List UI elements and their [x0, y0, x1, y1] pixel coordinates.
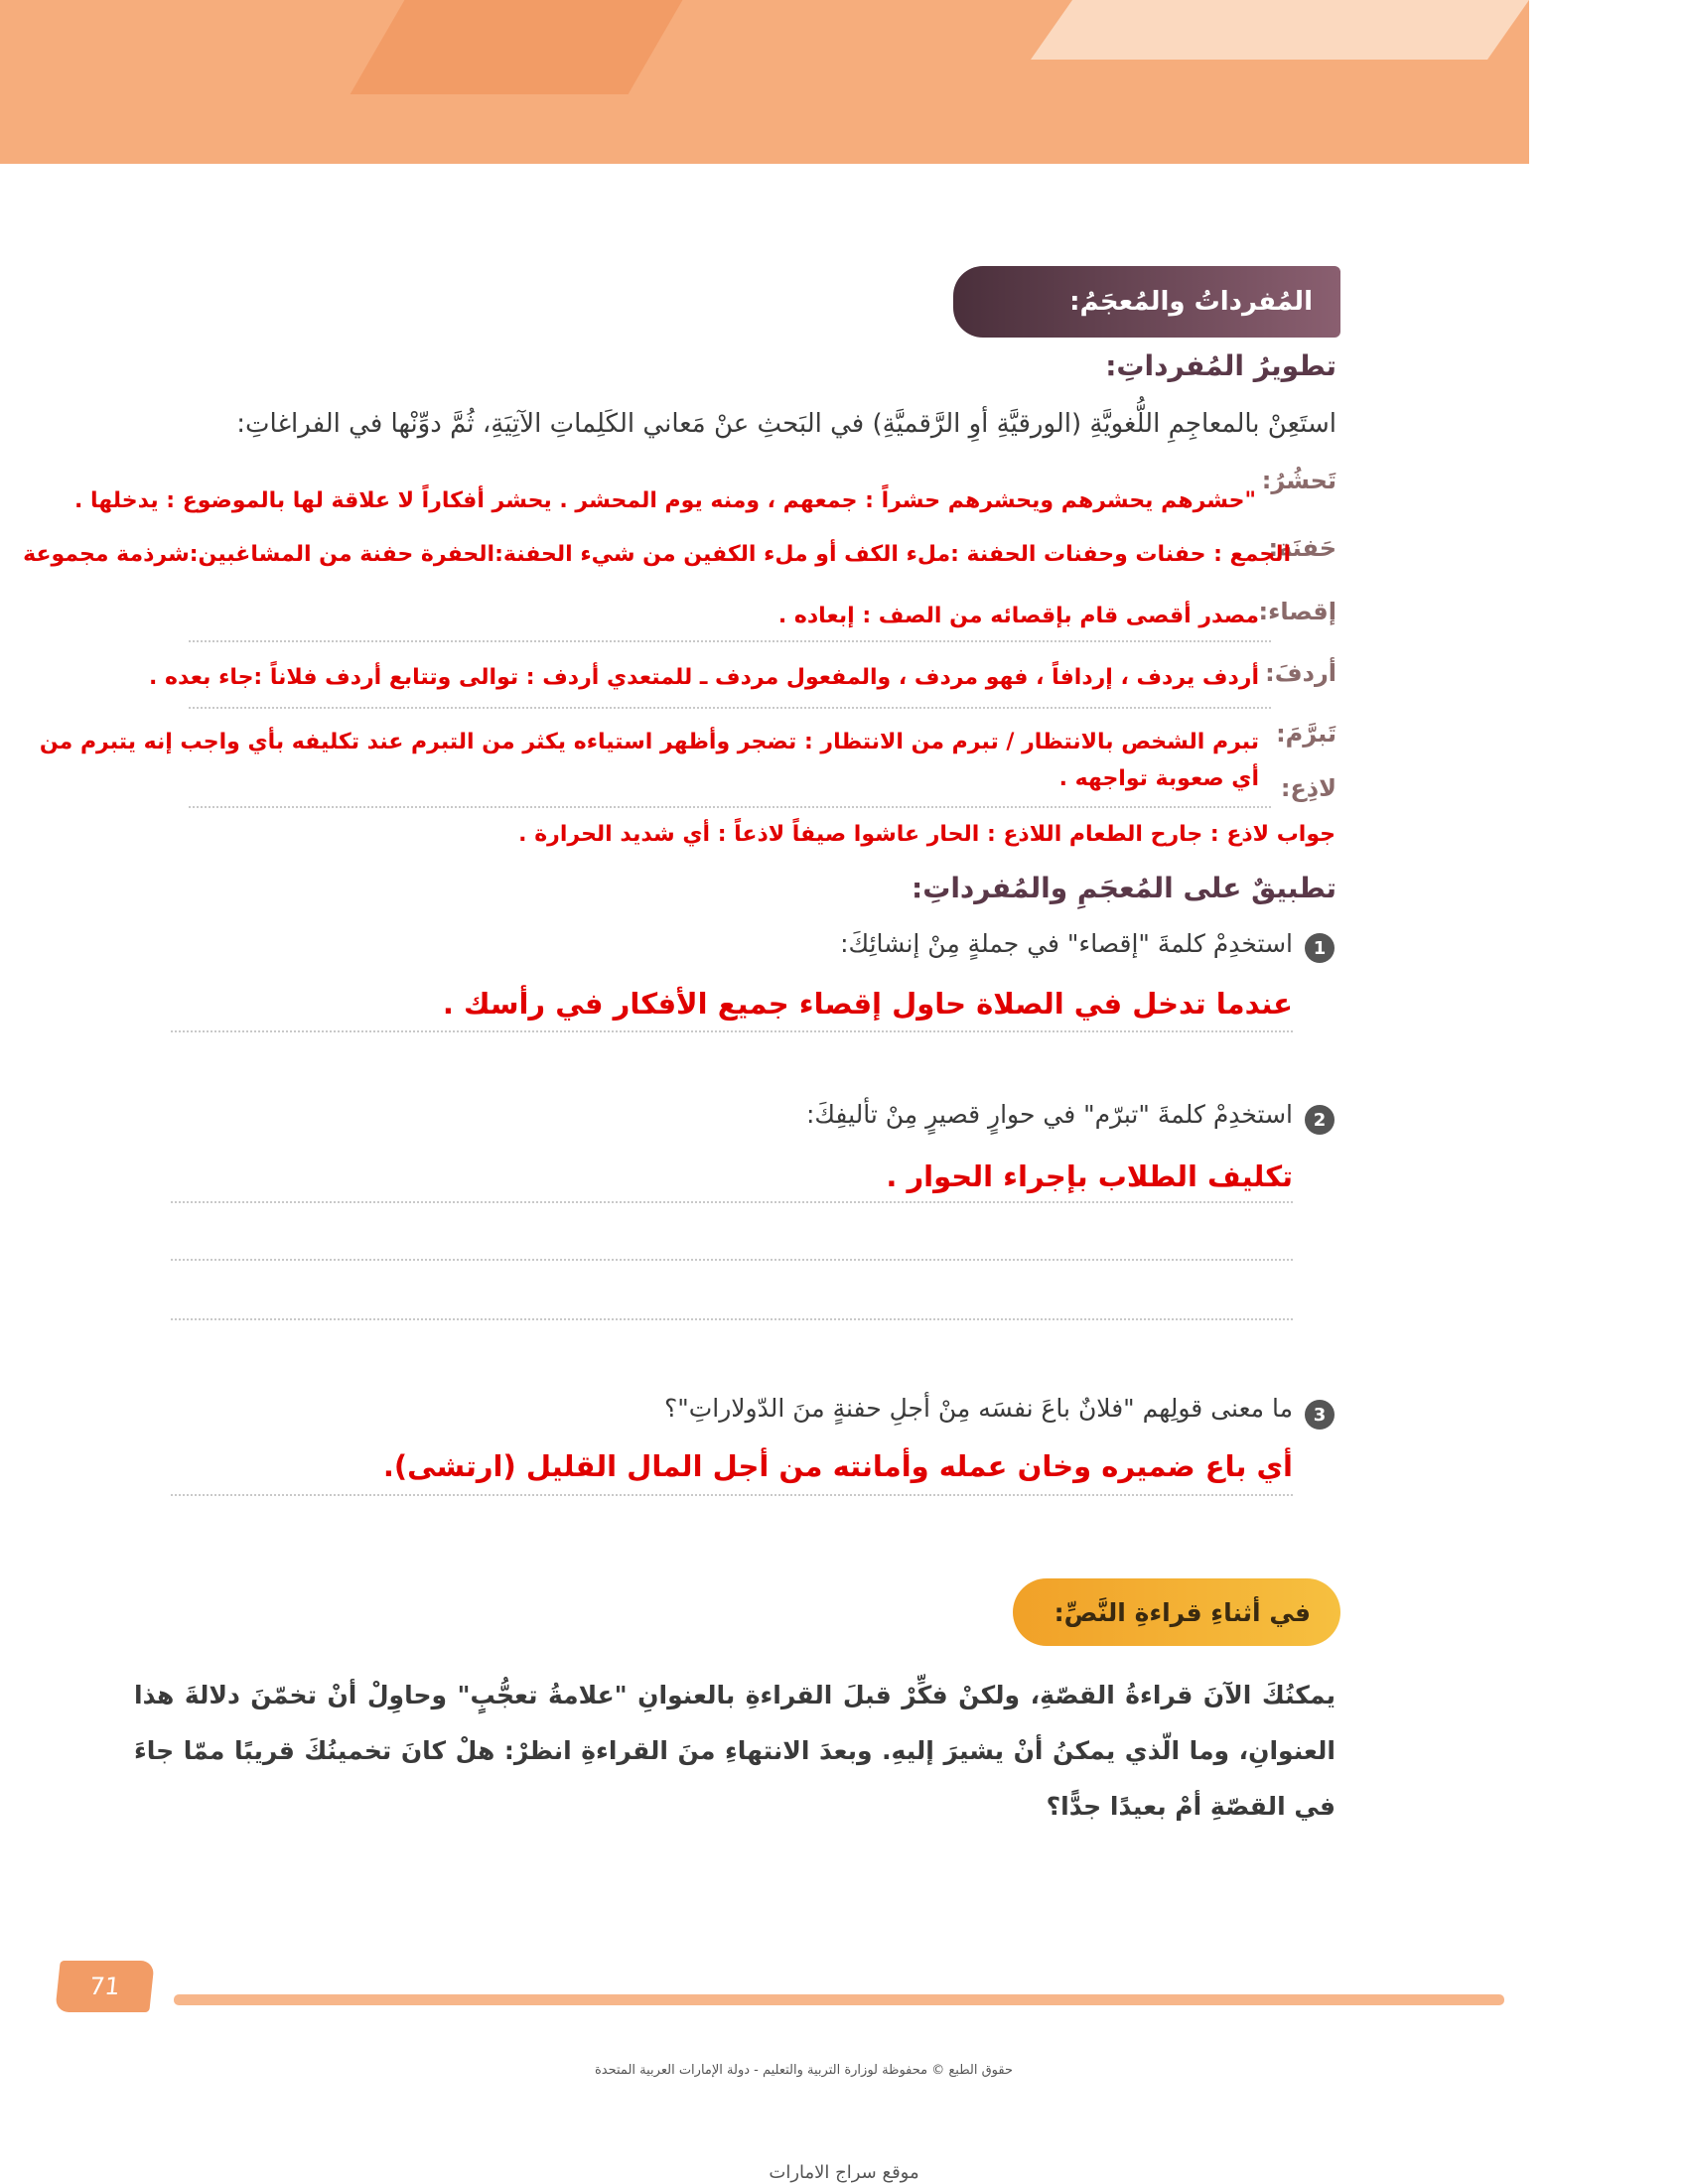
- header-stripe: [351, 0, 683, 94]
- question-number-1: 1: [1305, 933, 1335, 963]
- question-answer-3: أي باع ضميره وخان عمله وأمانته من أجل المال القليل (ارتشى).: [382, 1449, 1293, 1483]
- answer-tabarrama-line1: تبرم الشخص بالانتظار / تبرم من الانتظار : تضجر وأظهر استياءه يكثر من التبرم عند تكليفه بأي واجب إنه يتبرم من: [39, 730, 1259, 754]
- question-number-2: 2: [1305, 1105, 1335, 1135]
- answer-line: [171, 1494, 1293, 1496]
- answer-line: [171, 1318, 1293, 1320]
- answer-ladhi: جواب لاذع : جارح الطعام اللاذع : الحار عاشوا صيفاً لاذعاً : أي شديد الحرارة .: [518, 822, 1336, 847]
- answer-line: [171, 1030, 1293, 1032]
- question-text-2: استخدِمْ كلمةَ "تبرّم" في حوارٍ قصيرٍ مِنْ تأليفِكَ:: [805, 1100, 1293, 1129]
- question-answer-2: تكليف الطلاب بإجراء الحوار .: [886, 1160, 1293, 1193]
- question-text-3: ما معنى قولِهم "فلانٌ باعَ نفسَه مِنْ أجلِ حفنةٍ منَ الدّولاراتِ"؟: [663, 1394, 1293, 1423]
- dotted-line: [189, 806, 1271, 808]
- answer-line: [171, 1259, 1293, 1261]
- answer-ardafa: أردف يردف ، إردافاً ، فهو مردف ، والمفعول مردف ـ للمتعدي أردف : توالى وتتابع أردف فلاناً :جاء بعده .: [149, 665, 1259, 690]
- site-name: موقع سراج الامارات: [769, 2162, 919, 2183]
- header-highlight: [1031, 0, 1529, 60]
- vocab-dev-heading: تطويرُ المُفرداتِ:: [1105, 349, 1336, 382]
- term-tabarrama: تَبرَّمَ:: [1276, 720, 1336, 748]
- dotted-line: [189, 707, 1271, 709]
- answer-tahshur: "حشرهم يحشرهم ويحشرهم حشراً : جمعهم ، ومنه يوم المحشر . يحشر أفكاراً لا علاقة لها بالموضوع : يدخلها .: [74, 488, 1256, 513]
- vocab-dev-instruction: استَعِنْ بالمعاجِمِ اللُّغويَّةِ (الورقيَّةِ أوِ الرَّقميَّةِ) في البَحثِ عنْ مَعاني الكَلِماتِ الآتِيَةِ، ثُمَّ دوِّنْها في الفراغاتِ:: [236, 409, 1336, 439]
- section-vocab-title: المُفرداتُ والمُعجَمُ:: [1069, 287, 1313, 317]
- reading-paragraph: يمكنُكَ الآنَ قراءةُ القصّةِ، ولكنْ فكِّرْ قبلَ القراءةِ بالعنوانِ "علامةُ تعجُّبٍ" وحاوِلْ أنْ تخمّنَ دلالةَ هذا العنوانِ، وما الّذي يمكنُ أنْ يشيرَ إليهِ. وبعدَ الانتهاءِ منَ القراءةِ انظرْ: هلْ كانَ تخمينُكَ قريبًا ممّا جاءَ في القصّةِ أمْ بعيدًا جدًّا؟: [134, 1681, 1336, 1821]
- term-tahshur: تَحشُرُ:: [1261, 467, 1336, 494]
- term-hafna: حَفنَة:: [1268, 534, 1336, 562]
- term-ardafa: أردفَ:: [1265, 659, 1336, 687]
- term-iqsa: إقصاء:: [1258, 598, 1336, 625]
- question-number-3: 3: [1305, 1400, 1335, 1430]
- page-number: [55, 1961, 154, 2012]
- question-text-1: استخدِمْ كلمةَ "إقصاء" في جملةٍ مِنْ إنشائِكَ:: [840, 929, 1293, 958]
- answer-line: [171, 1201, 1293, 1203]
- section-reading-tab: [1013, 1578, 1340, 1646]
- section-reading-title: في أثناءِ قراءةِ النَّصِّ:: [1054, 1597, 1311, 1627]
- copyright-text: حقوق الطبع © محفوظة لوزارة التربية والتعليم - دولة الإمارات العربية المتحدة: [594, 2063, 1013, 2078]
- term-ladhi: لاذِع:: [1280, 774, 1336, 802]
- question-answer-1: عندما تدخل في الصلاة حاول إقصاء جميع الأفكار في رأسك .: [442, 987, 1293, 1021]
- footer-line: [174, 1994, 1504, 2005]
- page-number-text: 71: [87, 1973, 122, 2000]
- section-vocab-tab: [953, 266, 1340, 338]
- answer-hafna: الجمع : حفنات وحفنات الحفنة :ملء الكف أو ملء الكفين من شيء الحفنة:الحفرة حفنة من المشاغبين:شرذمة مجموعة: [23, 542, 1291, 567]
- dotted-line: [189, 640, 1271, 642]
- answer-tabarrama-line2: أي صعوبة تواجهه .: [1058, 766, 1259, 791]
- application-heading: تطبيقٌ على المُعجَمِ والمُفرداتِ:: [912, 872, 1336, 904]
- answer-iqsa: مصدر أقصى قام بإقصائه من الصف : إبعاده .: [777, 604, 1259, 628]
